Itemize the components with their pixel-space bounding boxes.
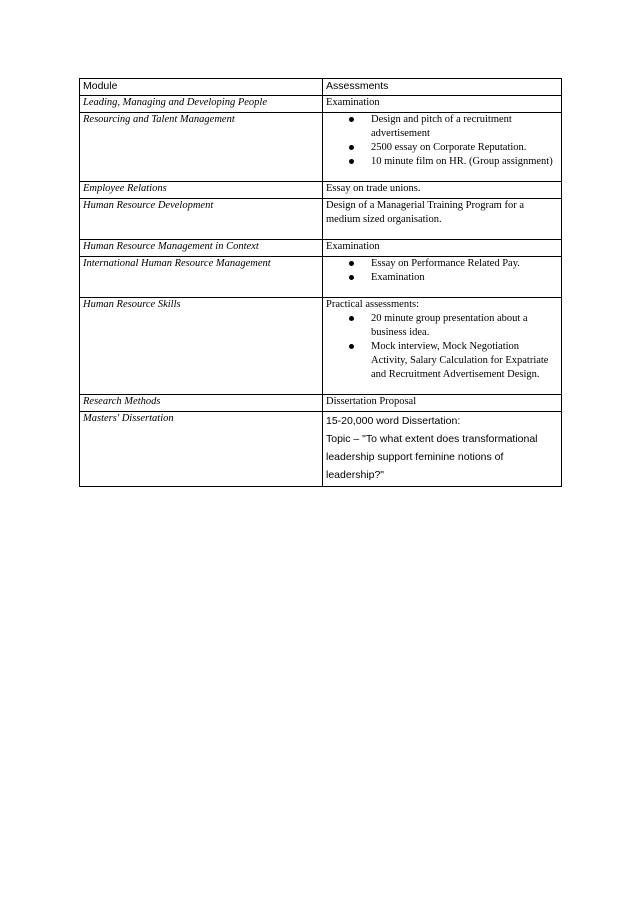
assessment-cell: Examination	[323, 240, 562, 257]
dissertation-length-text: 15-20,000 word Dissertation:	[326, 415, 461, 427]
assessment-bullet-item	[326, 113, 557, 141]
module-cell: Human Resource Skills	[80, 298, 323, 395]
assessment-bullet-item	[326, 271, 557, 285]
assessment-bullet-item	[326, 141, 557, 155]
module-cell: Human Resource Development	[80, 199, 323, 240]
assessment-bullet-list	[326, 257, 557, 285]
module-cell: Research Methods	[80, 395, 323, 412]
bullet-icon	[349, 316, 354, 321]
module-cell: Human Resource Management in Context	[80, 240, 323, 257]
assessment-cell	[323, 257, 562, 298]
bullet-text: 2500 essay on Corporate Reputation.	[371, 142, 527, 153]
assessment-cell: Examination	[323, 96, 562, 113]
bullet-text: Examination	[371, 272, 425, 283]
table-header-row	[80, 79, 562, 96]
assessment-bullet-item	[326, 257, 557, 271]
module-cell: International Human Resource Management	[80, 257, 323, 298]
bullet-text: 20 minute group presentation about a business idea.	[371, 313, 528, 338]
table-row	[80, 240, 562, 257]
assessment-bullet-list	[326, 113, 557, 169]
table-row	[80, 182, 562, 199]
table-row	[80, 113, 562, 182]
assessments-column-header: Assessments	[323, 79, 562, 96]
table-row	[80, 199, 562, 240]
table-row	[80, 412, 562, 487]
bullet-text: 10 minute film on HR. (Group assignment)	[371, 156, 553, 167]
assessment-bullet-item	[326, 155, 557, 169]
bullet-icon	[349, 344, 354, 349]
dissertation-topic-text: Topic – "To what extent does transformational leadership support feminine notions of leadership?"	[326, 433, 538, 481]
bullet-icon	[349, 159, 354, 164]
assessment-cell	[323, 412, 562, 487]
bullet-icon	[349, 117, 354, 122]
module-column-header: Module	[80, 79, 323, 96]
bullet-icon	[349, 145, 354, 150]
assessment-cell	[323, 113, 562, 182]
assessment-cell: Essay on trade unions.	[323, 182, 562, 199]
module-cell: Leading, Managing and Developing People	[80, 96, 323, 113]
bullet-text: Mock interview, Mock Negotiation Activity, Salary Calculation for Expatriate and Recruitment Advertisement Design.	[371, 341, 549, 380]
assessment-cell: Dissertation Proposal	[323, 395, 562, 412]
assessment-bullet-item	[326, 340, 557, 382]
assessment-bullet-item	[326, 312, 557, 340]
module-cell: Employee Relations	[80, 182, 323, 199]
assessment-cell: Design of a Managerial Training Program for a medium sized organisation.	[323, 199, 562, 240]
assessment-cell	[323, 298, 562, 395]
module-cell: Resourcing and Talent Management	[80, 113, 323, 182]
module-cell: Masters' Dissertation	[80, 412, 323, 487]
bullet-text: Essay on Performance Related Pay.	[371, 258, 520, 269]
table-row	[80, 96, 562, 113]
assessment-intro-text: Practical assessments:	[326, 299, 420, 310]
bullet-icon	[349, 261, 354, 266]
bullet-icon	[349, 275, 354, 280]
modules-assessments-table	[79, 78, 562, 487]
assessment-bullet-list	[326, 312, 557, 382]
bullet-text: Design and pitch of a recruitment advertisement	[371, 114, 512, 139]
table-row	[80, 395, 562, 412]
table-row	[80, 298, 562, 395]
table-row	[80, 257, 562, 298]
